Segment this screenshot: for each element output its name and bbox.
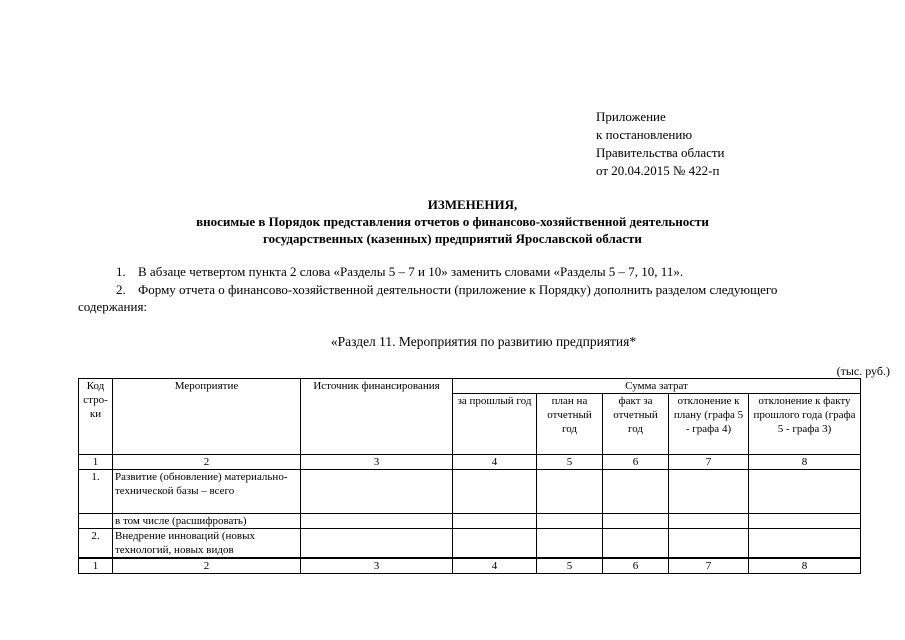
appendix-line-4: от 20.04.2015 № 422-п [596,163,720,178]
row-text: в том числе (расшифровать) [113,514,301,529]
empty-cell [453,529,537,559]
colnum-1: 1 [79,455,113,470]
appendix-block [596,108,725,180]
footnum-6: 6 [603,558,669,574]
paragraph-2-continuation: содержания: [78,299,148,314]
empty-cell [537,514,603,529]
empty-cell [603,529,669,559]
footnum-4: 4 [453,558,537,574]
row-code: 1. [79,470,113,514]
row-text: Развитие (обновление) материально-технической базы – всего [113,470,301,514]
header-fact: факт за отчетный год [603,394,669,455]
empty-cell [453,514,537,529]
footnum-3: 3 [301,558,453,574]
empty-cell [603,514,669,529]
header-dev-prev: отклонение к факту прошлого года (графа 5 - графа 3) [749,394,861,455]
empty-cell [301,470,453,514]
empty-cell [669,470,749,514]
empty-cell [537,529,603,559]
header-row [79,379,861,394]
colnum-3: 3 [301,455,453,470]
empty-cell [749,514,861,529]
empty-cell [669,514,749,529]
footnum-5: 5 [537,558,603,574]
footnum-8: 8 [749,558,861,574]
footer-numbers-row [79,558,861,574]
empty-cell [603,470,669,514]
row-code: 2. [79,529,113,559]
colnum-2: 2 [113,455,301,470]
row-text: Внедрение инноваций (новых технологий, новых видов [113,529,301,559]
colnum-6: 6 [603,455,669,470]
header-plan: план на отчетный год [537,394,603,455]
paragraph-2-number: 2. [116,282,126,297]
colnum-5: 5 [537,455,603,470]
empty-cell [749,470,861,514]
column-numbers-row [79,455,861,470]
colnum-8: 8 [749,455,861,470]
table-row [79,470,861,514]
paragraph-1-number: 1. [116,264,126,279]
unit-note: (тыс. руб.) [836,364,890,378]
title-line-3: государственных (казенных) предприятий Ярославской области [263,231,642,246]
empty-cell [669,529,749,559]
paragraph-1 [116,263,683,280]
title-line-2: вносимые в Порядок представления отчетов о финансово-хозяйственной деятельности [196,214,709,229]
title-heading: ИЗМЕНЕНИЯ, [427,197,518,212]
paragraph-1-text: В абзаце четвертом пункта 2 слова «Разделы 5 – 7 и 10» заменить словами «Разделы 5 – 7, 10, 11». [138,264,684,279]
paragraph-2-text: Форму отчета о финансово-хозяйственной деятельности (приложение к Порядку) дополнить разделом следующего [138,282,778,297]
appendix-line-2: к постановлению [596,127,693,142]
empty-cell [453,470,537,514]
table-row [79,514,861,529]
costs-table [78,378,861,574]
empty-cell [301,529,453,559]
document-title [0,196,905,247]
header-sum-group: Сумма затрат [453,379,861,394]
table-row [79,529,861,559]
header-source: Источник финансирования [301,379,453,455]
empty-cell [537,470,603,514]
section-title: «Раздел 11. Мероприятия по развитию предприятия* [330,334,637,349]
colnum-4: 4 [453,455,537,470]
appendix-line-1: Приложение [596,109,666,124]
footnum-2: 2 [113,558,301,574]
header-event: Мероприятие [113,379,301,455]
footnum-1: 1 [79,558,113,574]
empty-cell [301,514,453,529]
appendix-line-3: Правительства области [596,145,725,160]
paragraph-2 [116,281,777,298]
header-code: Код стро-ки [79,379,113,455]
row-code [79,514,113,529]
header-prev-year: за прошлый год [453,394,537,455]
footnum-7: 7 [669,558,749,574]
header-dev-plan: отклонение к плану (графа 5 - графа 4) [669,394,749,455]
colnum-7: 7 [669,455,749,470]
empty-cell [749,529,861,559]
